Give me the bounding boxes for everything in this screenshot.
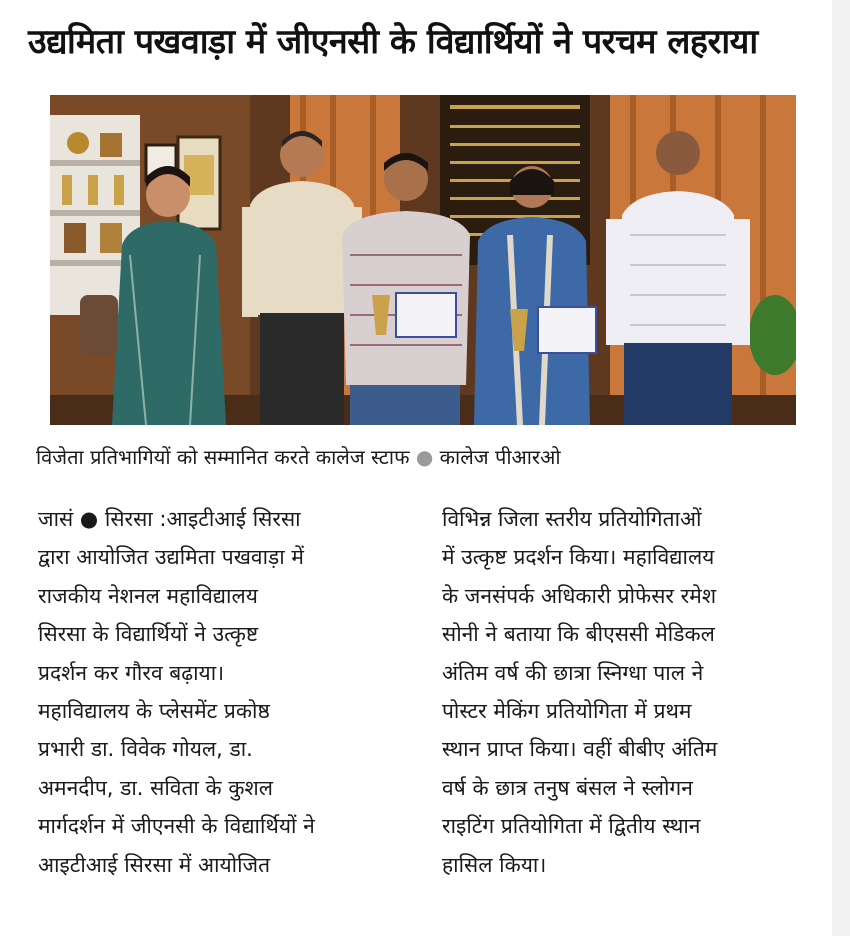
article-line: पोस्टर मेकिंग प्रतियोगिता में प्रथम	[442, 699, 692, 724]
page-edge-strip	[832, 0, 850, 936]
article-line: मार्गदर्शन में जीएनसी के विद्यार्थियों ने	[38, 814, 315, 839]
article-line: जासं ● सिरसा :आइटीआई सिरसा	[38, 507, 301, 531]
caption-credit: कालेज पीआरओ	[439, 445, 561, 469]
article-line: आइटीआई सिरसा में आयोजित	[38, 852, 271, 877]
article-line: के जनसंपर्क अधिकारी प्रोफेसर रमेश	[442, 583, 717, 608]
article-line: सिरसा के विद्यार्थियों ने उत्कृष्ट	[38, 622, 259, 647]
article-line: राइटिंग प्रतियोगिता में द्वितीय स्थान	[442, 814, 701, 839]
article-line: विभिन्न जिला स्तरीय प्रतियोगिताओं	[442, 507, 702, 531]
article-line: द्वारा आयोजित उद्यमिता पखवाड़ा में	[38, 545, 304, 570]
headline: उद्यमिता पखवाड़ा में जीएनसी के विद्यार्थियों ने परचम लहराया	[28, 22, 758, 62]
article-line: राजकीय नेशनल महाविद्यालय	[38, 583, 258, 608]
article-line: अंतिम वर्ष की छात्रा स्निग्धा पाल ने	[442, 660, 704, 685]
article-column-right	[442, 500, 822, 884]
article-line: में उत्कृष्ट प्रदर्शन किया। महाविद्यालय	[442, 545, 715, 570]
bullet-icon: ●	[415, 445, 440, 469]
article-line: स्थान प्राप्त किया। वहीं बीबीए अंतिम	[442, 737, 718, 762]
article-line: वर्ष के छात्र तनुष बंसल ने स्लोगन	[442, 775, 693, 800]
article-line: सोनी ने बताया कि बीएससी मेडिकल	[442, 622, 715, 647]
photo-illustration	[50, 95, 796, 425]
article-line: अमनदीप, डा. सविता के कुशल	[38, 775, 273, 800]
article-line: महाविद्यालय के प्लेसमेंट प्रकोष्ठ	[38, 699, 270, 724]
news-photo	[50, 95, 796, 425]
photo-caption	[36, 440, 816, 474]
article-line: हासिल किया।	[442, 852, 547, 877]
article-line: प्रदर्शन कर गौरव बढ़ाया।	[38, 660, 225, 685]
article-column-left	[38, 500, 418, 884]
caption-text: विजेता प्रतिभागियों को सम्मानित करते कालेज स्टाफ	[36, 445, 410, 469]
article-line: प्रभारी डा. विवेक गोयल, डा.	[38, 737, 253, 762]
